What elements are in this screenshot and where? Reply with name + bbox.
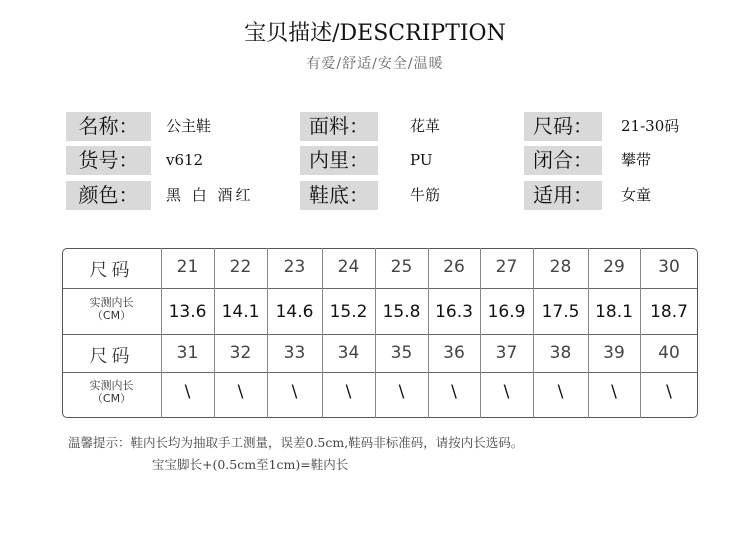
spec-value-color: 黑 白 酒红 bbox=[166, 186, 254, 204]
size-cell: 36 bbox=[443, 343, 465, 363]
table-divider bbox=[62, 334, 698, 335]
note-formula: 宝宝脚长+(0.5cm至1cm)=鞋内长 bbox=[152, 457, 349, 472]
size-cell: 21 bbox=[176, 257, 199, 277]
length-cell: 18.1 bbox=[595, 302, 633, 322]
size-row-header: 尺码 bbox=[89, 260, 134, 281]
spec-value-sole: 牛筋 bbox=[410, 186, 441, 204]
size-cell: 26 bbox=[443, 257, 465, 277]
spec-value-size: 21-30码 bbox=[621, 117, 680, 135]
length-header-unit: （CM） bbox=[91, 309, 132, 322]
size-cell: 31 bbox=[176, 343, 199, 363]
size-cell: 38 bbox=[549, 343, 572, 363]
spec-value-suitable: 女童 bbox=[621, 186, 652, 204]
length-cell: 14.1 bbox=[221, 302, 260, 322]
length-cell: 16.9 bbox=[487, 302, 526, 322]
length-header-label: 实测内长 bbox=[89, 379, 134, 392]
length-cell: \ bbox=[666, 382, 672, 402]
size-cell: 39 bbox=[603, 343, 625, 363]
length-cell: 14.6 bbox=[275, 302, 314, 322]
table-divider bbox=[62, 372, 698, 373]
size-cell: 24 bbox=[337, 257, 360, 277]
length-row-header bbox=[62, 379, 161, 405]
length-cell: \ bbox=[611, 382, 617, 402]
length-header-label: 实测内长 bbox=[89, 296, 134, 309]
length-cell: \ bbox=[503, 382, 510, 402]
page-subtitle: 有爱/舒适/安全/温暖 bbox=[306, 56, 444, 72]
spec-value-fabric: 花革 bbox=[410, 117, 441, 135]
size-cell: 32 bbox=[229, 343, 252, 363]
size-cell: 40 bbox=[658, 343, 680, 363]
spec-value-name: 公主鞋 bbox=[166, 117, 212, 135]
length-cell: 16.3 bbox=[435, 302, 473, 322]
length-cell: \ bbox=[345, 382, 352, 402]
size-cell: 37 bbox=[495, 343, 518, 363]
length-cell: 18.7 bbox=[650, 302, 688, 322]
length-cell: \ bbox=[184, 382, 191, 402]
size-cell: 35 bbox=[390, 343, 413, 363]
size-cell: 22 bbox=[229, 257, 252, 277]
size-cell: 23 bbox=[283, 257, 306, 277]
spec-value-closure: 攀带 bbox=[621, 151, 652, 169]
spec-label-closure: 闭合： bbox=[524, 146, 602, 175]
spec-label-suitable: 适用： bbox=[524, 181, 602, 210]
spec-value-lining: PU bbox=[410, 151, 433, 169]
spec-label-color: 颜色： bbox=[66, 181, 151, 210]
size-cell: 30 bbox=[658, 257, 680, 277]
length-cell: \ bbox=[237, 382, 244, 402]
length-cell: 17.5 bbox=[541, 302, 580, 322]
length-cell: 13.6 bbox=[168, 302, 207, 322]
spec-label-item-no: 货号： bbox=[66, 146, 151, 175]
length-cell: 15.8 bbox=[382, 302, 421, 322]
size-cell: 29 bbox=[603, 257, 625, 277]
spec-label-name: 名称： bbox=[66, 112, 151, 141]
note-tip: 温馨提示：鞋内长均为抽取手工测量，误差0.5cm,鞋码非标准码，请按内长选码。 bbox=[68, 435, 524, 450]
size-cell: 27 bbox=[495, 257, 518, 277]
size-row-header: 尺码 bbox=[89, 346, 134, 367]
size-cell: 34 bbox=[337, 343, 360, 363]
length-header-unit: （CM） bbox=[91, 392, 132, 405]
length-cell: 15.2 bbox=[329, 302, 368, 322]
length-cell: \ bbox=[557, 382, 564, 402]
length-cell: \ bbox=[291, 382, 298, 402]
spec-label-lining: 内里： bbox=[300, 146, 378, 175]
spec-label-fabric: 面料： bbox=[300, 112, 378, 141]
spec-label-sole: 鞋底： bbox=[300, 181, 378, 210]
length-cell: \ bbox=[398, 382, 405, 402]
length-row-header bbox=[62, 296, 161, 322]
spec-value-item-no: v612 bbox=[166, 151, 204, 169]
spec-label-size: 尺码： bbox=[524, 112, 602, 141]
size-cell: 33 bbox=[283, 343, 306, 363]
length-cell: \ bbox=[451, 382, 457, 402]
size-cell: 25 bbox=[390, 257, 413, 277]
size-cell: 28 bbox=[549, 257, 572, 277]
table-divider bbox=[62, 288, 698, 289]
page-title: 宝贝描述/DESCRIPTION bbox=[244, 21, 506, 46]
